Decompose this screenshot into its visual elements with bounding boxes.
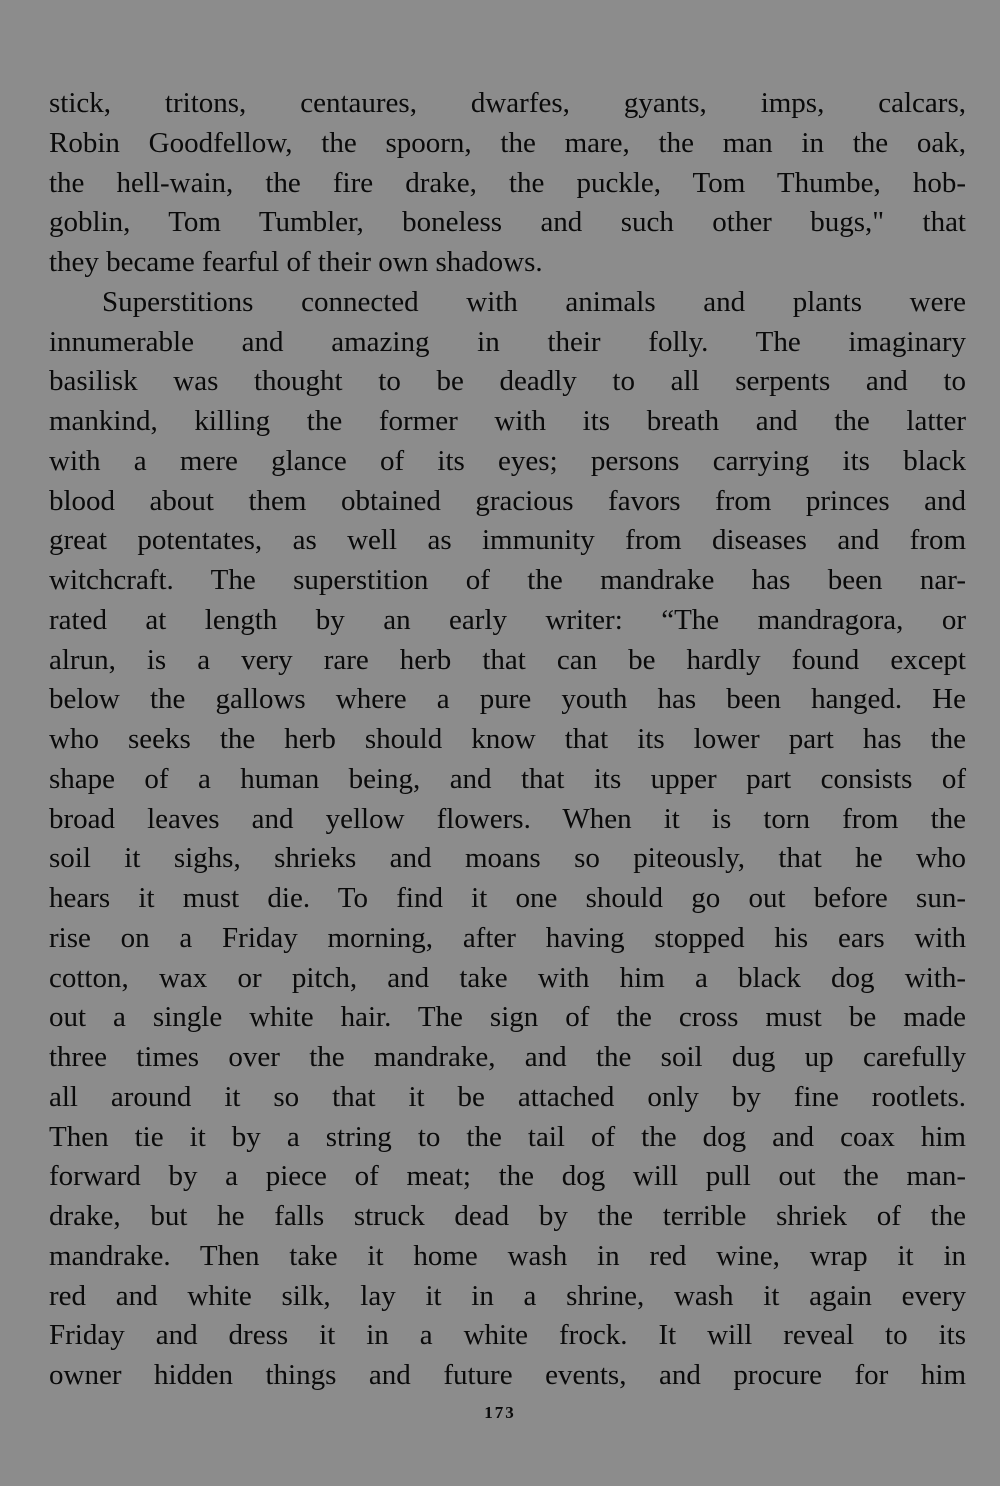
text-line: with a mere glance of its eyes; persons carrying its black — [49, 444, 966, 477]
text-line: blood about them obtained gracious favors from princes and — [49, 484, 966, 517]
text-line: hears it must die. To find it one should go out before sun- — [49, 882, 966, 914]
text-line: red and white silk, lay it in a shrine, wash it again every — [49, 1279, 966, 1312]
text-line: Friday and dress it in a white frock. It will reveal to its — [49, 1319, 966, 1352]
text-line: drake, but he falls struck dead by the terrible shriek of the — [49, 1200, 966, 1232]
text-line: all around it so that it be attached only by fine rootlets. — [49, 1080, 966, 1113]
text-line: witchcraft. The superstition of the mandrake has been nar- — [49, 564, 966, 596]
text-line: owner hidden things and future events, and procure for him — [49, 1359, 966, 1391]
text-line: out a single white hair. The sign of the cross must be made — [49, 1001, 966, 1034]
body-text — [49, 84, 966, 1396]
text-line: forward by a piece of meat; the dog will pull out the man- — [49, 1160, 966, 1193]
text-line: innumerable and amazing in their folly. The imaginary — [49, 325, 966, 358]
text-line: mandrake. Then take it home wash in red wine, wrap it in — [49, 1239, 966, 1272]
text-line: Robin Goodfellow, the spoorn, the mare, the man in the oak, — [49, 126, 966, 159]
text-line: who seeks the herb should know that its lower part has the — [49, 723, 966, 755]
text-line: shape of a human being, and that its upper part consists of — [49, 762, 966, 795]
text-line: cotton, wax or pitch, and take with him a black dog with- — [49, 961, 966, 994]
text-line: rated at length by an early writer: “The mandragora, or — [49, 603, 966, 636]
text-line: rise on a Friday morning, after having stopped his ears with — [49, 921, 966, 954]
text-line: soil it sighs, shrieks and moans so piteously, that he who — [49, 842, 966, 875]
page-number: 173 — [484, 1403, 516, 1422]
text-line: broad leaves and yellow flowers. When it is torn from the — [49, 802, 966, 835]
text-line: the hell-wain, the fire drake, the puckle, Tom Thumbe, hob- — [49, 166, 966, 199]
text-line: basilisk was thought to be deadly to all serpents and to — [49, 365, 966, 398]
text-line: stick, tritons, centaures, dwarfes, gyants, imps, calcars, — [49, 87, 966, 119]
text-line: mankind, killing the former with its breath and the latter — [49, 405, 966, 437]
text-line: Then tie it by a string to the tail of the dog and coax him — [49, 1120, 966, 1153]
text-line: alrun, is a very rare herb that can be hardly found except — [49, 643, 966, 676]
paragraph-start-line: Superstitions connected with animals and plants were — [102, 285, 966, 318]
text-line: great potentates, as well as immunity from diseases and from — [49, 524, 966, 557]
text-line: three times over the mandrake, and the soil dug up carefully — [49, 1041, 966, 1073]
text-line: goblin, Tom Tumbler, boneless and such other bugs," that — [49, 206, 966, 239]
paragraph-end-line: they became fearful of their own shadows. — [49, 246, 543, 278]
text-line: below the gallows where a pure youth has been hanged. He — [49, 683, 966, 716]
